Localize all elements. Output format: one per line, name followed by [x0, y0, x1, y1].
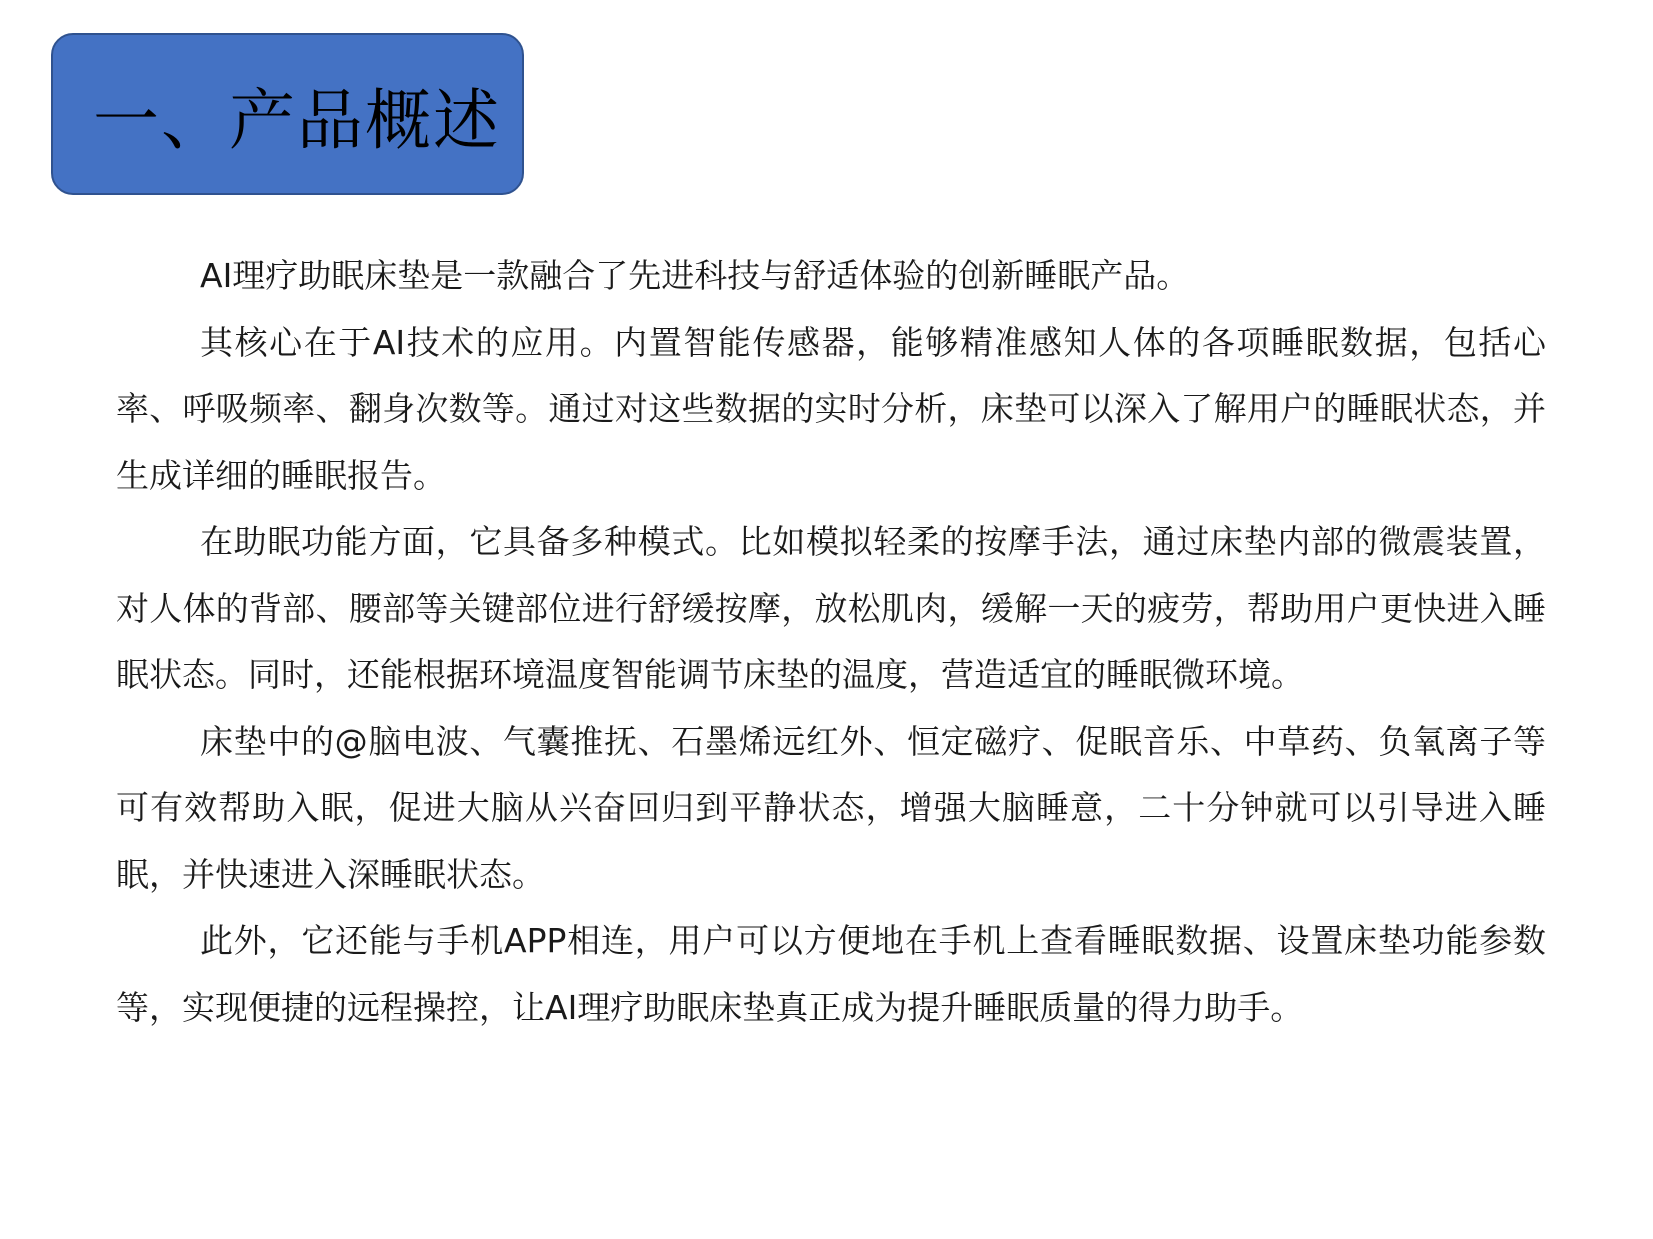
- paragraph-intro: AI理疗助眠床垫是一款融合了先进科技与舒适体验的创新睡眠产品。: [200, 256, 1190, 295]
- body-text: [116, 243, 1546, 1041]
- paragraph-ai-core: 其核心在于AI技术的应用。内置智能传感器，能够精准感知人体的各项睡眠数据，包括心率、呼吸频率、翻身次数等。通过对这些数据的实时分析，床垫可以深入了解用户的睡眠状态，并生成详细的睡眠报告。: [116, 322, 1546, 495]
- paragraph-app-connect: 此外，它还能与手机APP相连，用户可以方便地在手机上查看睡眠数据、设置床垫功能参数等，实现便捷的远程操控，让AI理疗助眠床垫真正成为提升睡眠质量的得力助手。: [116, 921, 1546, 1027]
- paragraph-sleep-aids: 床垫中的@脑电波、气囊推抚、石墨烯远红外、恒定磁疗、促眠音乐、中草药、负氧离子等可有效帮助入眠，促进大脑从兴奋回归到平静状态，增强大脑睡意，二十分钟就可以引导进入睡眠，并快速进入深睡眠状态。: [116, 721, 1546, 894]
- section-title-box: [51, 33, 524, 195]
- section-title: 一、产品概述: [93, 81, 501, 159]
- paragraph-sleep-functions: 在助眠功能方面，它具备多种模式。比如模拟轻柔的按摩手法，通过床垫内部的微震装置，对人体的背部、腰部等关键部位进行舒缓按摩，放松肌肉，缓解一天的疲劳，帮助用户更快进入睡眠状态。同时，还能根据环境温度智能调节床垫的温度，营造适宜的睡眠微环境。: [116, 522, 1546, 694]
